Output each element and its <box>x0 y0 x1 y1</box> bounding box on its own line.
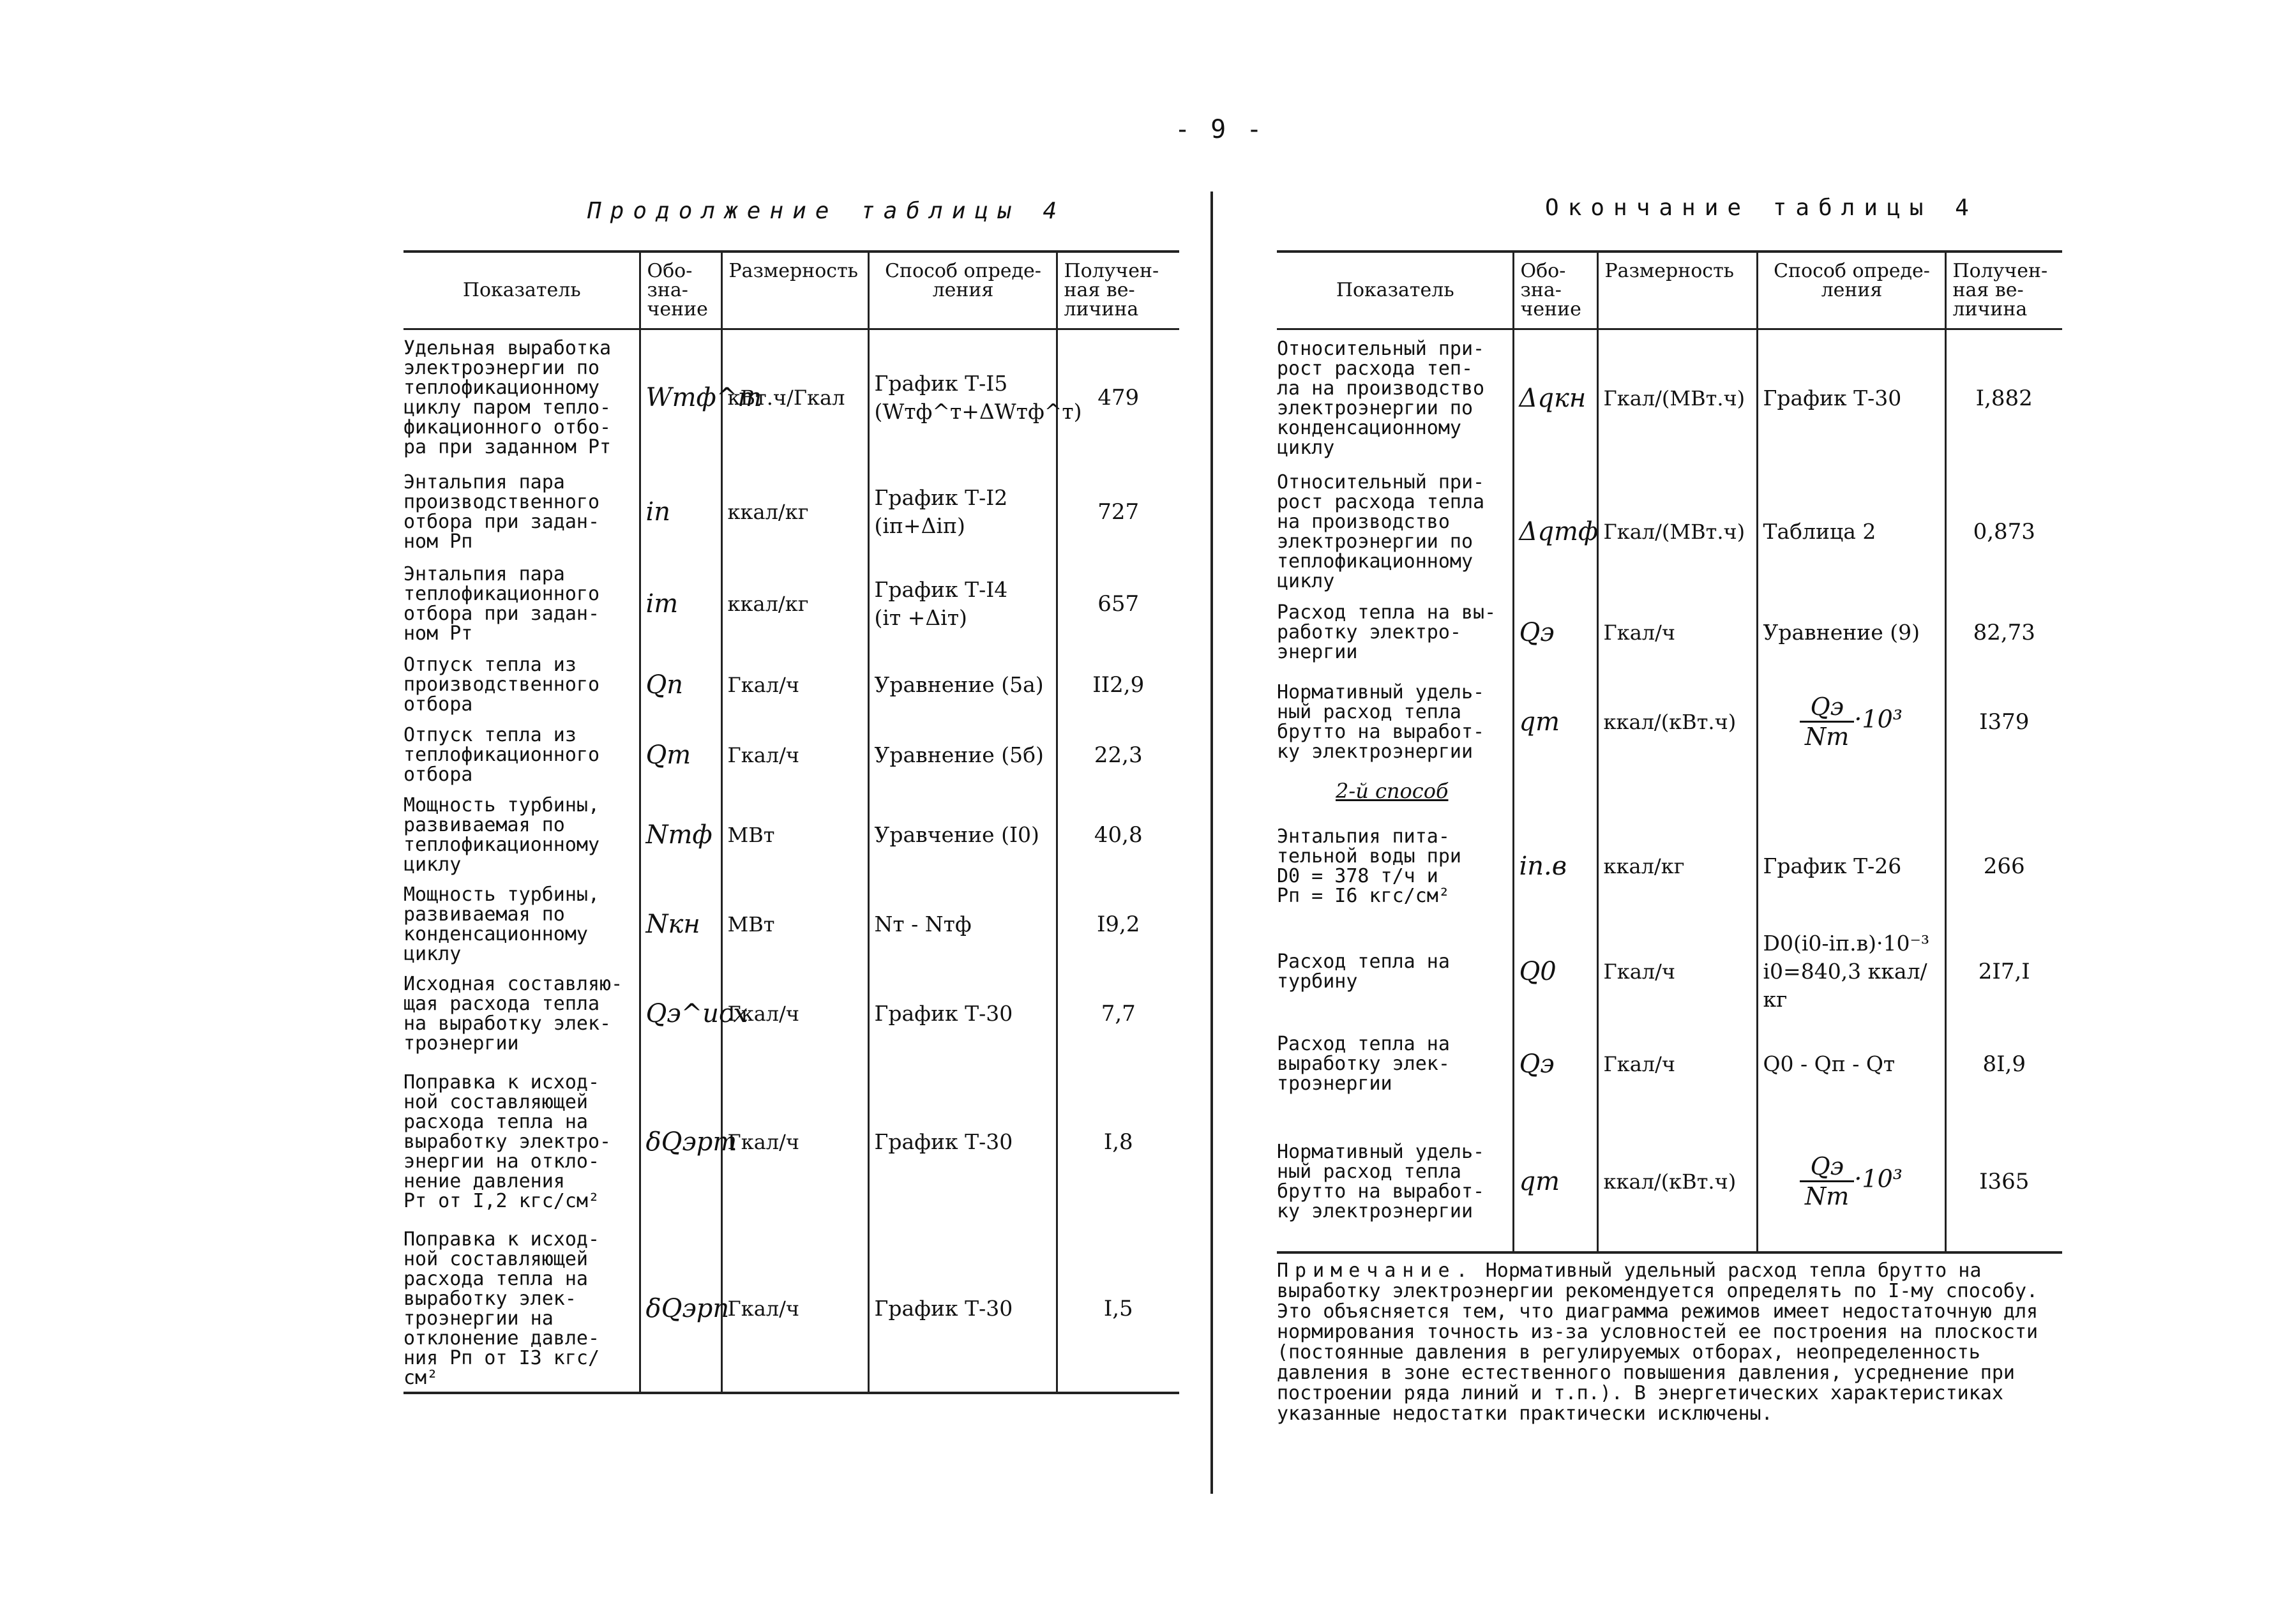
symbol-cell: qт <box>1513 668 1597 776</box>
fraction-numerator: Qэ <box>1800 693 1854 723</box>
header-unit: Размерность <box>1597 252 1757 329</box>
unit-cell: Гкал/ч <box>721 650 868 720</box>
page-number: - 9 - <box>1175 115 1265 144</box>
table-row <box>1277 1016 2062 1112</box>
header-value: Получен- ная ве- личина <box>1057 252 1179 329</box>
fraction-denominator: Nт <box>1805 723 1850 751</box>
indicator-cell: Расход тепла на вы- работку электро- энергии <box>1277 601 1496 663</box>
method-cell: D0(i0-iп.в)·10⁻³ i0=840,3 ккал/кг <box>1757 927 1945 1016</box>
value-cell: I,8 <box>1057 1058 1179 1226</box>
left-table <box>403 250 1179 1394</box>
method-cell: Nт - Nтф <box>868 880 1057 969</box>
table-row <box>403 969 1179 1058</box>
value-cell: 2I7,I <box>1945 927 2062 1016</box>
method-cell: График Т-30 <box>868 1226 1057 1393</box>
unit-cell: ккал/кг <box>1597 806 1757 927</box>
value-cell: I365 <box>1945 1112 2062 1252</box>
symbol-cell: Nтф <box>640 790 721 880</box>
note-text: Нормативный удельный расход тепла брутто на выработку электроэнергии рекомендуется определять по I-му способу. Это объясняется тем, что диаграмма режимов имеет недостаточную для нормирования точность из-за условностей ее построения на плоскости (постоянные давления в регулируемых отборах, неопределенность давления в зоне естественного повышения давления, усреднение при построении ряда линий и т.п.). В энергетических характеристиках указанные недостатки практически исключены. <box>1277 1259 2039 1425</box>
indicator-cell: Расход тепла на выработку элек- троэнергии <box>1277 1033 1450 1095</box>
value-cell: 8I,9 <box>1945 1016 2062 1112</box>
unit-cell: Гкал/ч <box>721 1058 868 1226</box>
indicator-cell: Энтальпия пара теплофикационного отбора при задан- ном Pт <box>403 562 600 645</box>
indicator-cell: Мощность турбины, развиваемая по конденсационному циклу <box>403 883 600 965</box>
right-table-caption: Окончание таблицы 4 <box>1545 195 1978 221</box>
table-note <box>1277 1261 2069 1424</box>
method-cell: Таблица 2 <box>1757 467 1945 598</box>
table-row <box>1277 927 2062 1016</box>
value-cell: 82,73 <box>1945 598 2062 668</box>
indicator-cell: Нормативный удель- ный расход тепла брутто на выработ- ку электроэнергии <box>1277 680 1485 763</box>
symbol-cell: δQэpт <box>640 1058 721 1226</box>
method-cell: Уравчение (I0) <box>868 790 1057 880</box>
method-cell: График Т-26 <box>1757 806 1945 927</box>
method-cell: График Т-30 <box>868 1058 1057 1226</box>
value-cell: 657 <box>1057 558 1179 650</box>
value-cell: 7,7 <box>1057 969 1179 1058</box>
unit-cell: Гкал/ч <box>721 969 868 1058</box>
symbol-cell: iт <box>640 558 721 650</box>
method-cell: График Т-30 <box>868 969 1057 1058</box>
indicator-cell: Энтальпия пита- тельной воды при D0 = 378 т/ч и Pп = I6 кгс/см² <box>1277 825 1461 907</box>
right-table-header <box>1277 252 2062 329</box>
indicator-cell: Удельная выработка электроэнергии по теплофикационному циклу паром тепло- фикационного отбо- ра при заданном Pт <box>403 337 612 459</box>
table-row <box>403 650 1179 720</box>
method-cell: График Т-I2 (iп+Δiп) <box>868 466 1057 558</box>
symbol-cell: Qт <box>640 720 721 790</box>
table-row <box>1277 467 2062 598</box>
value-cell: 0,873 <box>1945 467 2062 598</box>
table-row <box>403 329 1179 466</box>
fraction-numerator: Qэ <box>1800 1152 1854 1182</box>
method-cell: Q0 - Qп - Qт <box>1757 1016 1945 1112</box>
symbol-cell: Δqтф <box>1513 467 1597 598</box>
method-cell: Уравнение (5б) <box>868 720 1057 790</box>
unit-cell: ккал/кг <box>721 466 868 558</box>
column-divider <box>1210 192 1213 1494</box>
method-cell <box>1757 1112 1945 1252</box>
left-table-header <box>403 252 1179 329</box>
method-cell: График Т-I4 (iт +Δiт) <box>868 558 1057 650</box>
note-lead: Примечание. <box>1277 1259 1474 1282</box>
symbol-cell: Nкн <box>640 880 721 969</box>
empty-cell <box>1945 776 2062 806</box>
unit-cell: МВт <box>721 790 868 880</box>
symbol-cell: Δqкн <box>1513 329 1597 467</box>
empty-cell <box>1757 776 1945 806</box>
symbol-cell: iп.в <box>1513 806 1597 927</box>
value-cell: 22,3 <box>1057 720 1179 790</box>
table-row <box>1277 776 2062 806</box>
empty-cell <box>1597 776 1757 806</box>
symbol-cell: Qэ <box>1513 1016 1597 1112</box>
table-row <box>1277 806 2062 927</box>
method-cell: График Т-I5 (Wтф^т+ΔWтф^т) <box>868 329 1057 466</box>
method-cell: Уравнение (5а) <box>868 650 1057 720</box>
fraction-formula <box>1800 693 1854 751</box>
header-indicator: Показатель <box>403 252 640 329</box>
unit-cell: МВт <box>721 880 868 969</box>
table-row <box>403 466 1179 558</box>
table-row <box>1277 598 2062 668</box>
section-title: 2-й способ <box>1336 778 1449 803</box>
unit-cell: Гкал/ч <box>721 1226 868 1393</box>
unit-cell: Гкал/ч <box>1597 927 1757 1016</box>
unit-cell: Гкал/ч <box>1597 1016 1757 1112</box>
header-method: Способ опреде- ления <box>1757 252 1945 329</box>
indicator-cell: Исходная составляю- щая расхода тепла на выработку элек- троэнергии <box>403 972 623 1055</box>
table-row <box>403 720 1179 790</box>
value-cell: 479 <box>1057 329 1179 466</box>
header-indicator: Показатель <box>1277 252 1513 329</box>
table-row <box>1277 668 2062 776</box>
table-row <box>403 1226 1179 1393</box>
symbol-cell: Wтф^т <box>640 329 721 466</box>
unit-cell: ккал/(кВт.ч) <box>1597 1112 1757 1252</box>
empty-cell <box>1513 776 1597 806</box>
formula-factor: ·10³ <box>1854 1164 1903 1193</box>
header-symbol: Обо- зна- чение <box>640 252 721 329</box>
unit-cell: кВт.ч/Гкал <box>721 329 868 466</box>
formula-factor: ·10³ <box>1854 705 1903 733</box>
left-table-caption: Продолжение таблицы 4 <box>587 198 1066 224</box>
fraction-denominator: Nт <box>1805 1182 1850 1210</box>
table-row <box>403 790 1179 880</box>
right-table <box>1277 250 2062 1254</box>
indicator-cell: Нормативный удель- ный расход тепла брутто на выработ- ку электроэнергии <box>1277 1112 1513 1252</box>
method-cell <box>1757 668 1945 776</box>
unit-cell: Гкал/ч <box>1597 598 1757 668</box>
value-cell: I379 <box>1945 668 2062 776</box>
symbol-cell: δQэpп <box>640 1226 721 1393</box>
indicator-cell: Энтальпия пара производственного отбора при задан- ном Pп <box>403 470 600 553</box>
method-cell: График Т-30 <box>1757 329 1945 467</box>
symbol-cell: Q0 <box>1513 927 1597 1016</box>
symbol-cell: Qэ^исх <box>640 969 721 1058</box>
unit-cell: ккал/кг <box>721 558 868 650</box>
indicator-cell: Поправка к исход- ной составляющей расхода тепла на выработку элек- троэнергии на отклонение давле- ния Pп от I3 кгс/см² <box>403 1226 640 1393</box>
symbol-cell: qт <box>1513 1112 1597 1252</box>
value-cell: 266 <box>1945 806 2062 927</box>
value-cell: I9,2 <box>1057 880 1179 969</box>
indicator-cell: Отпуск тепла из производственного отбора <box>403 654 600 716</box>
value-cell: I,882 <box>1945 329 2062 467</box>
value-cell: 727 <box>1057 466 1179 558</box>
unit-cell: Гкал/ч <box>721 720 868 790</box>
symbol-cell: Qп <box>640 650 721 720</box>
indicator-cell: Относительный при- рост расхода тепла на производство электроэнергии по теплофикационному циклу <box>1277 471 1485 592</box>
header-symbol: Обо- зна- чение <box>1513 252 1597 329</box>
value-cell: 40,8 <box>1057 790 1179 880</box>
unit-cell: ккал/(кВт.ч) <box>1597 668 1757 776</box>
table-row <box>1277 1112 2062 1252</box>
unit-cell: Гкал/(МВт.ч) <box>1597 329 1757 467</box>
indicator-cell: Поправка к исход- ной составляющей расхода тепла на выработку электро- энергии на откло- нение давления Pт от I,2 кгс/см² <box>403 1071 612 1212</box>
symbol-cell: iп <box>640 466 721 558</box>
indicator-cell: Отпуск тепла из теплофикационного отбора <box>403 724 600 786</box>
indicator-cell: Относительный при- рост расхода теп- ла на производство электроэнергии по конденсационному циклу <box>1277 337 1485 459</box>
symbol-cell: Qэ <box>1513 598 1597 668</box>
value-cell: I,5 <box>1057 1226 1179 1393</box>
table-row <box>1277 329 2062 467</box>
method-cell: Уравнение (9) <box>1757 598 1945 668</box>
header-unit: Размерность <box>721 252 868 329</box>
indicator-cell: Мощность турбины, развиваемая по теплофикационному циклу <box>403 793 600 876</box>
header-value: Получен- ная ве- личина <box>1945 252 2062 329</box>
table-row <box>403 558 1179 650</box>
table-row <box>403 1058 1179 1226</box>
value-cell: II2,9 <box>1057 650 1179 720</box>
unit-cell: Гкал/(МВт.ч) <box>1597 467 1757 598</box>
indicator-cell: Расход тепла на турбину <box>1277 950 1450 993</box>
fraction-formula <box>1800 1152 1854 1210</box>
table-row <box>403 880 1179 969</box>
header-method: Способ опреде- ления <box>868 252 1057 329</box>
